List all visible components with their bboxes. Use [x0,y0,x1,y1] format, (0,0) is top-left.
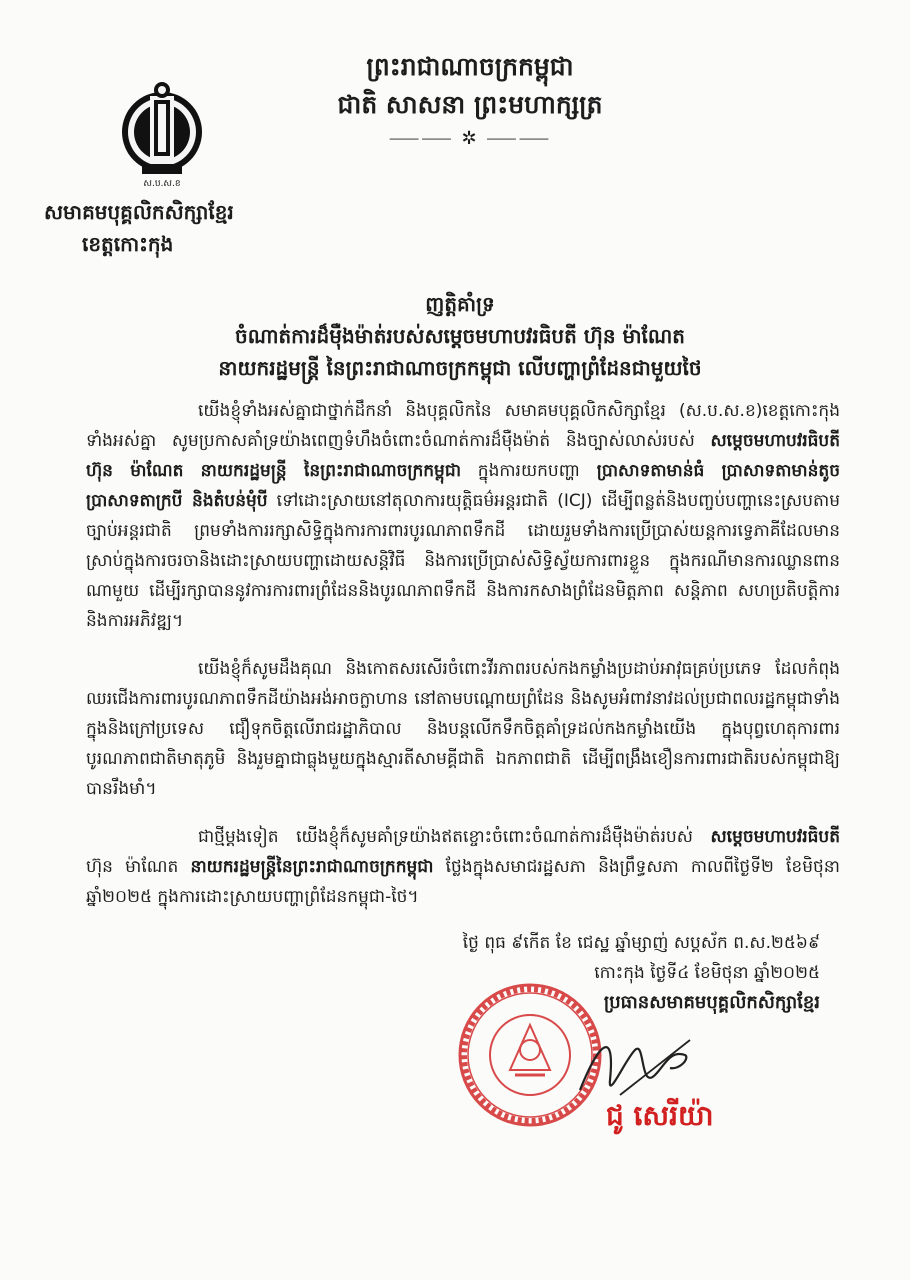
p3-bold-title: សម្ដេចមហាបវរធិបតី [710,827,840,847]
title-heading: ញត្តិគាំទ្រ [425,292,495,316]
p3-bold-role: នាយករដ្ឋមន្ត្រីនៃព្រះរាជាណាចក្រកម្ពុជា [190,857,434,877]
place-date: កោះកុង ថ្ងៃទី៤ ខែមិថុនា ឆ្នាំ២០២៥ [594,963,820,983]
emblem-caption: ស.ប.ស.ខ [143,179,181,189]
title-line-1: ចំណាត់ការដ៏ម៉ឺងម៉ាត់របស់សម្ដេចមហាបវរធិបតី ហ៊ុន ម៉ាណែត [235,324,685,348]
paragraph-2: យើងខ្ញុំក៏សូមដឹងគុណ និងកោតសរសើរចំពោះវីរភាពរបស់កងកម្លាំងប្រដាប់អាវុធគ្រប់ប្រភេទ ដែលកំពុងឈរជើងការពារបូរណភាពទឹកដីយ៉ាងអង់អាចក្លាហាន នៅតាមបណ្ដោយព្រំដែន និងសូមអំពាវនាវដល់ប្រជាពលរដ្ឋកម្ពុជាទាំងក្នុងនិងក្រៅប្រទេស ជឿទុកចិត្តលើរាជរដ្ឋាភិបាល និងបន្តលើកទឹកចិត្តគាំទ្រដល់កងកម្លាំងយើង ក្នុងបុព្វហេតុការពារបូរណភាពជាតិមាតុភូមិ និងរួមគ្នាជាធ្លុងមួយក្នុងស្មារតីសាមគ្គីជាតិ ឯកភាពជាតិ ដើម្បីពង្រឹងខឿនការពារជាតិរបស់កម្ពុជាឱ្យបានរឹងមាំ។ [86,659,840,799]
p3-text-c: ហ៊ុន ម៉ាណែត [86,857,191,877]
lunar-date: ថ្ងៃ ពុធ ៩កើត ខែ ជេស្ឋ ឆ្នាំម្សាញ់ សប្ដស័ក ព.ស.២៥៦៩ [462,933,820,953]
organization-name: សមាគមបុគ្គលិកសិក្សាខ្មែរ [44,200,234,224]
kingdom-name: ព្រះរាជាណាចក្រកម្ពុជា [366,52,574,81]
paragraph-3 [86,822,840,912]
header-ornament: ⸺⸺ ✲ ⸺⸺ [388,128,552,149]
document-title [120,288,800,384]
paragraph-1 [86,396,840,636]
organization-block [44,196,234,260]
president-title: ប្រធានសមាគមបុគ្គលិកសិក្សាខ្មែរ [603,992,820,1013]
p1-bold-temples: ប្រាសាទតាមាន់ធំ ប្រាសាទតាមាន់តូច ប្រាសាទតាក្របី និងតំបន់មុំបី [86,461,840,511]
association-emblem-icon [112,80,212,192]
national-header [300,48,640,150]
letter-body [86,396,840,930]
signer-name: ជូ សេរីយ៉ា [606,1099,714,1132]
handwritten-signature-icon [570,1020,700,1110]
organization-province: ខេត្តកោះកុង [82,232,174,256]
p1-bold-leader: សម្ដេចមហាបវរធិបតី ហ៊ុន ម៉ាណែត នាយករដ្ឋមន្ត្រី នៃព្រះរាជាណាចក្រកម្ពុជា [86,431,840,481]
p1-text-e: ទៅដោះស្រាយនៅតុលាការយុត្តិធម៌អន្តរជាតិ (ICJ) ដើម្បីពន្លត់និងបញ្ចប់បញ្ហានេះស្របតាមច្បាប់អន្តរជាតិ ព្រមទាំងការរក្សាសិទ្ធិក្នុងការការពារបូរណភាពទឹកដី ដោយរួមទាំងការប្រើប្រាស់យន្តការទ្វេភាគីដែលមានស្រាប់ក្នុងការចរចានិងដោះស្រាយបញ្ហាដោយសន្តិវិធី និងការប្រើប្រាស់សិទ្ធិស្វ័យការពារខ្លួន ក្នុងករណីមានការឈ្លានពានណាមួយ ដើម្បីរក្សាបាននូវការការពារព្រំដែននិងបូរណភាពទឹកដី និងការកសាងព្រំដែនមិត្តភាព សន្តិភាព សហប្រតិបត្តិការ និងការអភិវឌ្ឍ។ [86,491,840,631]
national-motto: ជាតិ សាសនា ព្រះមហាក្សត្រ [337,90,603,119]
p3-text-a: ជាថ្មីម្ដងទៀត យើងខ្ញុំក៏សូមគាំទ្រយ៉ាងឥតខ្ចោះចំពោះចំណាត់ការដ៏ម៉ឺងម៉ាត់របស់ [198,827,711,847]
p1-text-a: យើងខ្ញុំទាំងអស់គ្នាជាថ្នាក់ដឹកនាំ និងបុគ្គលិកនៃ សមាគមបុគ្គលិកសិក្សាខ្មែរ (ស.ប.ស.ខ)ខេត្តកោះកុងទាំងអស់គ្នា សូមប្រកាសគាំទ្រយ៉ាងពេញទំហឹងចំពោះចំណាត់ការដ៏ម៉ឺងម៉ាត់ និងច្បាស់លាស់របស់ [86,401,840,451]
p1-text-c: ក្នុងការយកបញ្ហា [461,461,597,481]
p3-text-e: ថ្លែងក្នុងសមាជរដ្ឋសភា និងព្រឹទ្ធសភា កាលពីថ្ងៃទី២ ខែមិថុនា ឆ្នាំ២០២៥ ក្នុងការដោះស្រាយបញ្ហាព្រំដែនកម្ពុជា-ថៃ។ [86,857,840,907]
title-line-2: នាយករដ្ឋមន្ត្រី នៃព្រះរាជាណាចក្រកម្ពុជា លើបញ្ហាព្រំដែនជាមួយថៃ [218,356,702,380]
